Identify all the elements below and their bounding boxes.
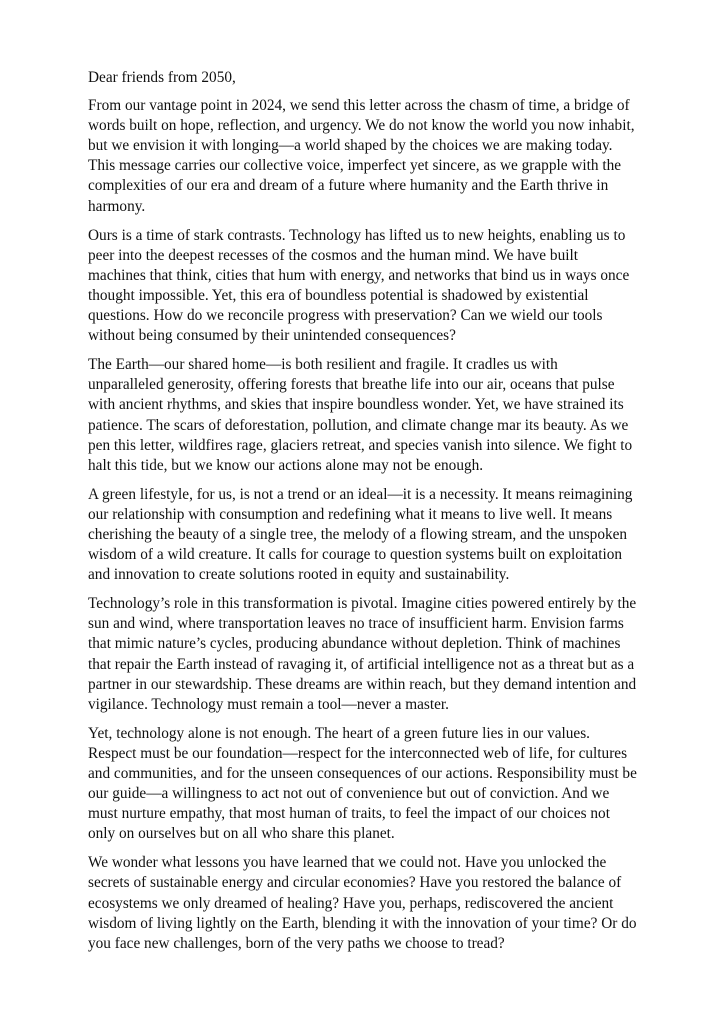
paragraph-contrasts: Ours is a time of stark contrasts. Technology has lifted us to new heights, enabling us to peer into the deepest recesses of the cosmos and the human mind. We have built machines that think, cities that hum with energy, and networks that bind us in ways once thought impossible. Yet, this era of boundless potential is shadowed by existential questions. How do we reconcile progress with preservation? Can we wield our tools without being consumed by their unintended consequences? xyxy=(88,226,630,345)
salutation: Dear friends from 2050, xyxy=(88,69,236,86)
paragraph-values: Yet, technology alone is not enough. The heart of a green future lies in our values. Respect must be our foundation—respect for the interconnected web of life, for cultures and communities, and for the unseen consequences of our actions. Responsibility must be our guide—a willingness to act not out of convenience but out of conviction. And we must nurture empathy, that most human of traits, to feel the impact of our choices not only on ourselves but on all who share this planet. xyxy=(88,724,637,843)
paragraph-intro: From our vantage point in 2024, we send this letter across the chasm of time, a bridge of words built on hope, reflection, and urgency. We do not know the world you now inhabit, but we envision it with longing—a world shaped by the choices we are making today. This message carries our collective voice, imperfect yet sincere, as we grapple with the complexities of our era and dream of a future where humanity and the Earth thrive in harmony. xyxy=(88,97,635,215)
paragraph-technology: Technology’s role in this transformation is pivotal. Imagine cities powered entirely by the sun and wind, where transportation leaves no trace of insufficient harm. Envision farms that mimic nature’s cycles, producing abundance without depletion. Think of machines that repair the Earth instead of ravaging it, of artificial intelligence not as a threat but as a partner in our stewardship. These dreams are within reach, but they demand intention and vigilance. Technology must remain a tool—never a master. xyxy=(88,595,637,713)
paragraph-green-lifestyle: A green lifestyle, for us, is not a trend or an ideal—it is a necessity. It means reimagining our relationship with consumption and redefining what it means to live well. It means cherishing the beauty of a single tree, the melody of a flowing stream, and the unspoken wisdom of a wild creature. It calls for courage to question systems built on exploitation and innovation to create solutions rooted in equity and sustainability. xyxy=(88,485,633,584)
paragraph-earth: The Earth—our shared home—is both resilient and fragile. It cradles us with unparalleled generosity, offering forests that breathe life into our air, oceans that pulse with ancient rhythms, and skies that inspire boundless wonder. Yet, we have strained its patience. The scars of deforestation, pollution, and climate change mar its beauty. As we pen this letter, wildfires rage, glaciers retreat, and species vanish into silence. We fight to halt this tide, but we know our actions alone may not be enough. xyxy=(88,356,633,474)
paragraph-questions: We wonder what lessons you have learned that we could not. Have you unlocked the secrets of sustainable energy and circular economies? Have you restored the balance of ecosystems we only dreamed of healing? Have you, perhaps, rediscovered the ancient wisdom of living lightly on the Earth, blending it with the innovation of your time? Or do you face new challenges, born of the very paths we choose to tread? xyxy=(88,854,637,952)
